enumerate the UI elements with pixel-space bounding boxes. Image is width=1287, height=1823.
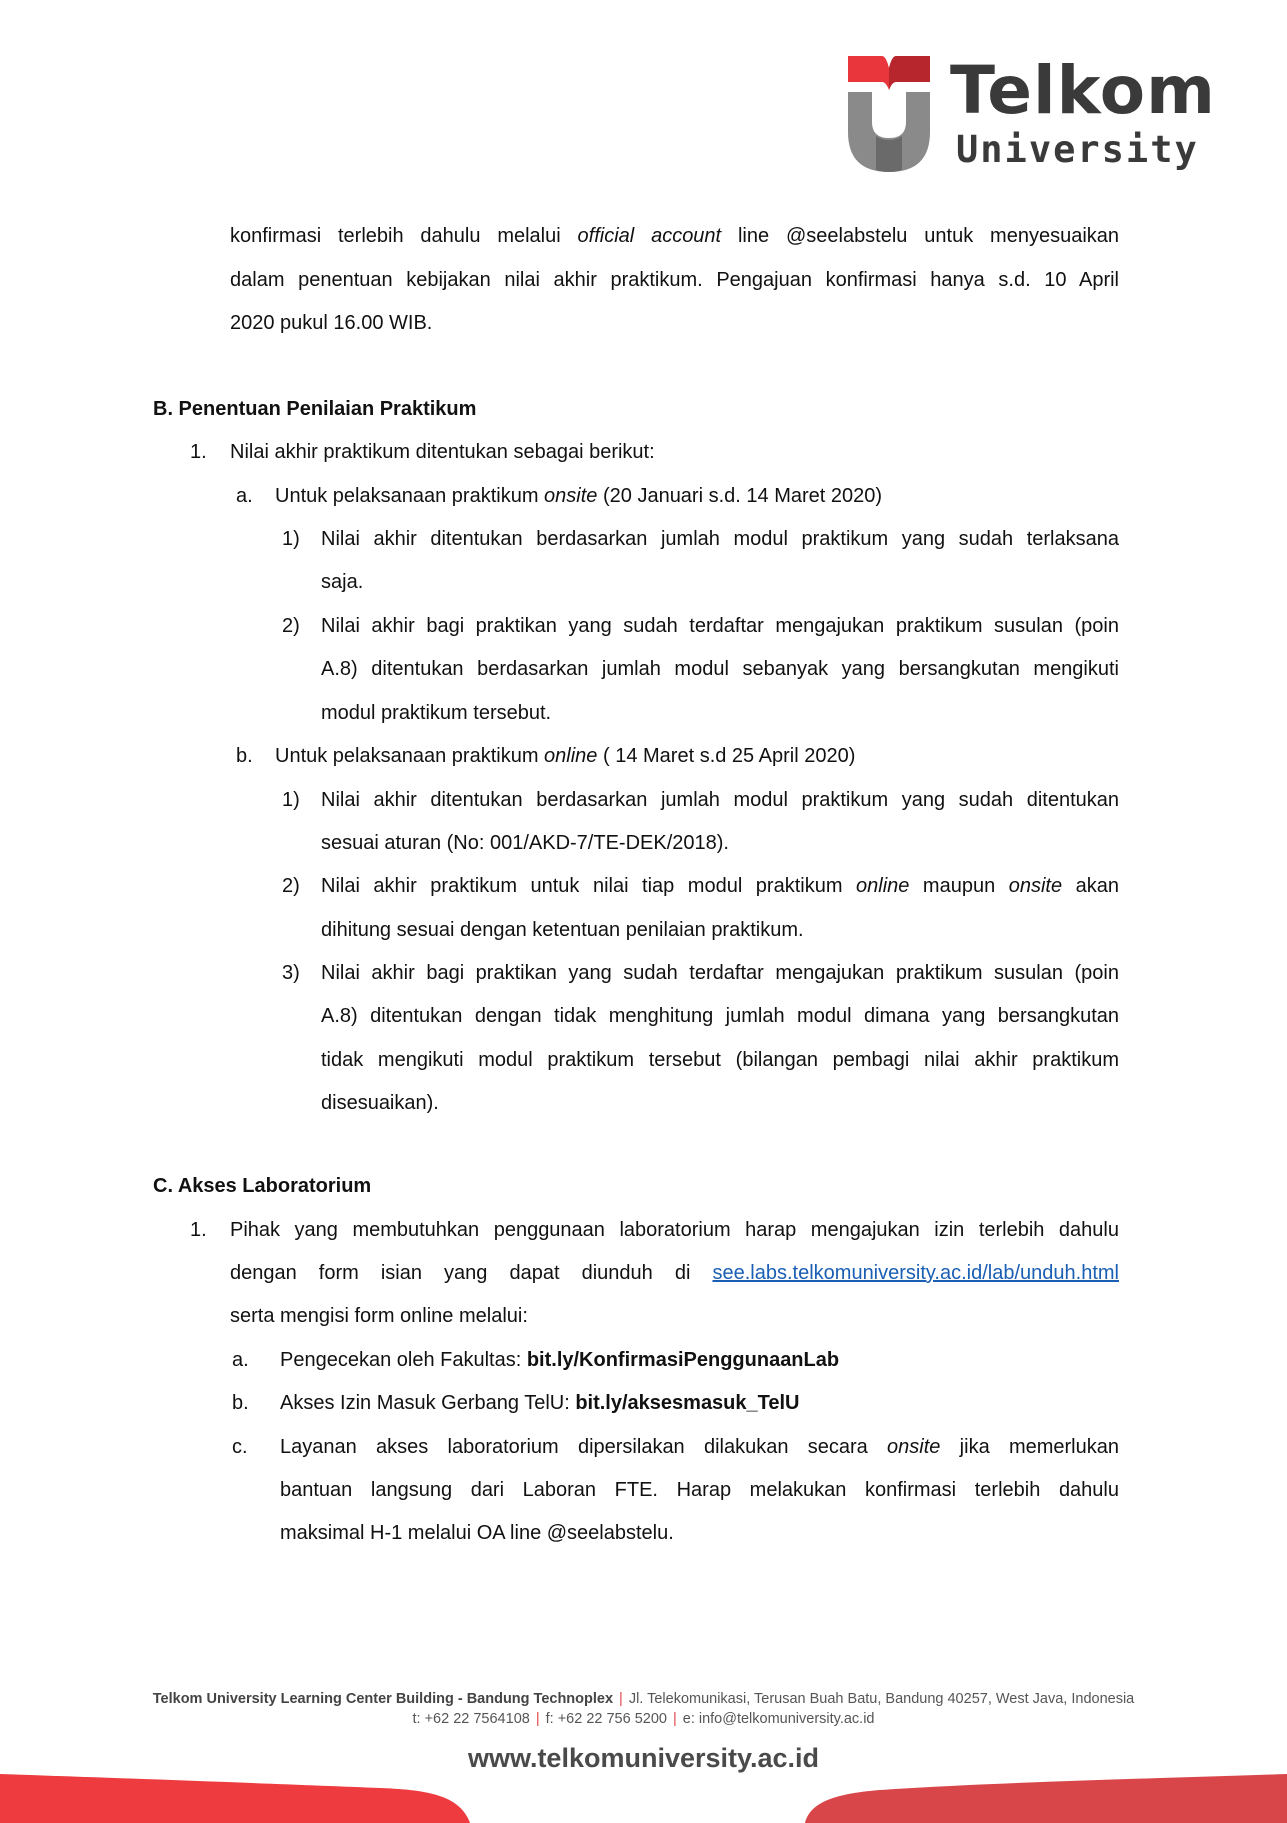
section-c-item-1-line-1: Pihak yang membutuhkan penggunaan laboratorium harap mengajukan izin terlebih dahulu bbox=[230, 1219, 1119, 1241]
section-c-sub-c-line-2: bantuan langsung dari Laboran FTE. Harap melakukan konfirmasi terlebih dahulu bbox=[280, 1479, 1119, 1501]
footer-phone: t: +62 22 7564108 bbox=[412, 1711, 530, 1727]
akses-masuk-telu-link[interactable]: bit.ly/aksesmasuk_TelU bbox=[575, 1392, 800, 1414]
text-span: konfirmasi terlebih dahulu melalui bbox=[230, 225, 578, 247]
sub-a-point-2-line-1: Nilai akhir bagi praktikan yang sudah terdaftar mengajukan praktikum susulan (poin bbox=[321, 615, 1119, 637]
italic-span: onsite bbox=[887, 1436, 941, 1458]
sub-a-point-2-line-3: modul praktikum tersebut. bbox=[321, 702, 552, 724]
sub-b-point-2-line-1 bbox=[321, 874, 1119, 898]
section-c-heading: C. Akses Laboratorium bbox=[153, 1175, 372, 1197]
unduh-form-link[interactable]: see.labs.telkomuniversity.ac.id/lab/unduh.html bbox=[712, 1262, 1119, 1284]
sub-a-point-1-line-2: saja. bbox=[321, 571, 364, 593]
list-marker: 3) bbox=[282, 962, 300, 984]
section-c-sub-c-line-1 bbox=[280, 1435, 1119, 1459]
italic-span: onsite bbox=[1008, 875, 1063, 897]
text-span: akan bbox=[1062, 875, 1119, 897]
text-span: Nilai akhir praktikum untuk nilai tiap modul praktikum bbox=[321, 875, 857, 897]
intro-line-3: 2020 pukul 16.00 WIB. bbox=[230, 312, 433, 334]
text-span: maupun bbox=[909, 875, 1009, 897]
intro-line-2: dalam penentuan kebijakan nilai akhir praktikum. Pengajuan konfirmasi hanya s.d. 10 April bbox=[230, 269, 1119, 291]
italic-span: onsite bbox=[544, 485, 598, 507]
section-b-heading: B. Penentuan Penilaian Praktikum bbox=[153, 398, 477, 420]
text-span: jika memerlukan bbox=[940, 1436, 1119, 1458]
logo-text-university: University bbox=[956, 128, 1199, 171]
footer-building: Telkom University Learning Center Building - Bandung Technoplex bbox=[152, 1691, 614, 1707]
footer-separator: | bbox=[672, 1711, 677, 1727]
section-c-item-1-line-3: serta mengisi form online melalui: bbox=[230, 1305, 528, 1327]
footer-address bbox=[0, 1690, 1287, 1708]
list-marker: b. bbox=[236, 745, 253, 767]
section-c-sub-c-line-3: maksimal H-1 melalui OA line @seelabstelu. bbox=[280, 1522, 674, 1544]
konfirmasi-penggunaan-lab-link[interactable]: bit.ly/KonfirmasiPenggunaanLab bbox=[526, 1349, 840, 1371]
text-span: line @seelabstelu untuk menyesuaikan bbox=[721, 225, 1120, 247]
italic-span: online bbox=[544, 745, 598, 767]
text-span: dengan form isian yang dapat diunduh di bbox=[230, 1262, 713, 1284]
sub-a-point-1-line-1: Nilai akhir ditentukan berdasarkan jumlah modul praktikum yang sudah terlaksana bbox=[321, 528, 1119, 550]
list-marker: a. bbox=[236, 485, 253, 507]
list-marker: 1. bbox=[190, 441, 207, 463]
footer-street: Jl. Telekomunikasi, Terusan Buah Batu, Bandung 40257, West Java, Indonesia bbox=[628, 1691, 1135, 1707]
sub-b-point-2-line-2: dihitung sesuai dengan ketentuan penilaian praktikum. bbox=[321, 919, 804, 941]
text-span: Layanan akses laboratorium dipersilakan dilakukan secara bbox=[280, 1436, 888, 1458]
section-b-sub-b bbox=[275, 744, 855, 768]
sub-b-point-1-line-2: sesuai aturan (No: 001/AKD-7/TE-DEK/2018). bbox=[321, 832, 729, 854]
footer-contact bbox=[0, 1710, 1287, 1728]
sub-b-point-3-line-4: disesuaikan). bbox=[321, 1092, 439, 1114]
sub-b-point-3-line-2: A.8) ditentukan dengan tidak menghitung jumlah modul dimana yang bersangkutan bbox=[321, 1005, 1119, 1027]
footer-separator: | bbox=[535, 1711, 540, 1727]
footer-website[interactable]: www.telkomuniversity.ac.id bbox=[467, 1743, 820, 1773]
text-span: Untuk pelaksanaan praktikum bbox=[275, 745, 545, 767]
section-c-sub-b bbox=[280, 1391, 800, 1415]
list-marker: a. bbox=[232, 1349, 249, 1371]
list-marker: 2) bbox=[282, 875, 300, 897]
list-marker: 2) bbox=[282, 615, 300, 637]
list-marker: b. bbox=[232, 1392, 249, 1414]
list-marker: 1. bbox=[190, 1219, 207, 1241]
logo-text-telkom: Telkom bbox=[950, 52, 1216, 129]
text-span: Untuk pelaksanaan praktikum bbox=[275, 485, 545, 507]
footer-separator: | bbox=[619, 1691, 623, 1707]
sub-b-point-3-line-3: tidak mengikuti modul praktikum tersebut (bilangan pembagi nilai akhir praktikum bbox=[321, 1049, 1119, 1071]
section-b-sub-a bbox=[275, 484, 882, 508]
italic-span: online bbox=[856, 875, 910, 897]
sub-a-point-2-line-2: A.8) ditentukan berdasarkan jumlah modul sebanyak yang bersangkutan mengikuti bbox=[321, 658, 1119, 680]
footer-fax: f: +62 22 756 5200 bbox=[545, 1711, 667, 1727]
section-c-sub-a bbox=[280, 1348, 839, 1372]
list-marker: c. bbox=[232, 1436, 248, 1458]
text-span: ( 14 Maret s.d 25 April 2020) bbox=[597, 745, 856, 767]
sub-b-point-1-line-1: Nilai akhir ditentukan berdasarkan jumlah modul praktikum yang sudah ditentukan bbox=[321, 789, 1119, 811]
list-marker: 1) bbox=[282, 528, 300, 550]
section-b-item-1: Nilai akhir praktikum ditentukan sebagai berikut: bbox=[230, 441, 655, 463]
telkom-university-logo bbox=[848, 52, 1216, 182]
text-span: Pengecekan oleh Fakultas: bbox=[280, 1349, 527, 1371]
italic-span: official account bbox=[577, 225, 722, 247]
sub-b-point-3-line-1: Nilai akhir bagi praktikan yang sudah terdaftar mengajukan praktikum susulan (poin bbox=[321, 962, 1119, 984]
telkom-logo-mark-icon bbox=[848, 52, 930, 174]
text-span: Akses Izin Masuk Gerbang TelU: bbox=[280, 1392, 576, 1414]
section-c-item-1-line-2 bbox=[230, 1261, 1119, 1285]
intro-line-1 bbox=[230, 224, 1119, 248]
list-marker: 1) bbox=[282, 789, 300, 811]
footer-email: e: info@telkomuniversity.ac.id bbox=[682, 1711, 875, 1727]
text-span: (20 Januari s.d. 14 Maret 2020) bbox=[597, 485, 883, 507]
